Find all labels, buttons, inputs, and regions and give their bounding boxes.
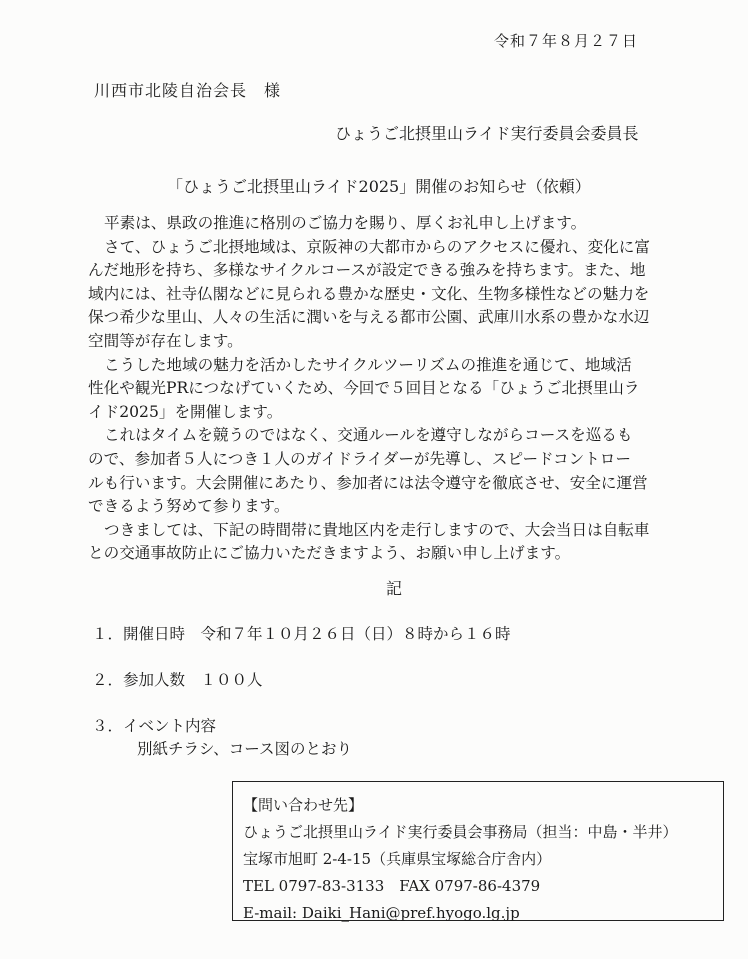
body-line: これはタイムを競うのではなく、交通ルールを遵守しながらコースを巡るも: [104, 426, 633, 445]
addressee: 川西市北陵自治会長 様: [94, 81, 282, 100]
body-line: 平素は、県政の推進に格別のご協力を賜り、厚くお礼申し上げます。: [104, 214, 587, 232]
contact-heading: 【問い合わせ先】: [243, 796, 364, 814]
sender: ひょうご北摂里山ライド実行委員会委員長: [335, 124, 639, 143]
body-line: イド2025」を開催します。: [88, 402, 283, 421]
contact-email: E-mail: Daiki_Hani@pref.hyogo.lg.jp: [243, 904, 520, 922]
body-line: つきましては、下記の時間帯に貴地区内を走行しますので、大会当日は自転車: [104, 520, 650, 539]
contact-phone-fax: TEL 0797-83-3133 FAX 0797-86-4379: [243, 877, 541, 895]
letter-body: [88, 212, 668, 566]
item-participants: ２．参加人数 １００人: [92, 671, 263, 689]
body-line: ので、参加者５人につき１人のガイドライダーが先導し、スピードコントロー: [88, 449, 631, 468]
body-line: んだ地形を持ち、多様なサイクルコースが設定できる強みを持ちます。また、地: [88, 261, 646, 280]
ki-heading: 記: [386, 579, 403, 598]
body-line: との交通事故防止にご協力いただきますよう、お願い申し上げます。: [88, 544, 571, 563]
contact-box: [232, 781, 724, 921]
body-line: できるよう努めて参ります。: [88, 497, 290, 516]
body-line: 空間等が存在します。: [88, 331, 243, 350]
body-line: 性化や観光PRにつなげていくため、今回で５回目となる「ひょうご北摂里山ラ: [88, 379, 640, 398]
body-line: こうした地域の魅力を活かしたサイクルツーリズムの推進を通じて、地域活: [104, 355, 632, 374]
body-line: 保つ希少な里山、人々の生活に潤いを与える都市公園、武庫川水系の豊かな水辺: [88, 308, 650, 327]
letter-date: 令和７年８月２７日: [494, 32, 639, 50]
letter-title: 「ひょうご北摂里山ライド2025」開催のお知らせ（依頼）: [167, 177, 591, 196]
body-line: ルも行います。大会開催にあたり、参加者には法令遵守を徹底させ、安全に運営: [88, 473, 648, 492]
body-line: さて、ひょうご北摂地域は、京阪神の大都市からのアクセスに優れ、変化に富: [104, 237, 650, 256]
item-event-content: ３．イベント内容: [92, 717, 217, 735]
contact-office: ひょうご北摂里山ライド実行委員会事務局（担当：中島・半井）: [243, 823, 678, 841]
item-event-date: １．開催日時 令和７年１０月２６日（日）８時から１６時: [92, 625, 511, 643]
item-event-content-detail: 別紙チラシ、コース図のとおり: [137, 740, 352, 758]
body-line: 域内には、社寺仏閣などに見られる豊かな歴史・文化、生物多様性などの魅力を: [88, 284, 650, 303]
contact-address: 宝塚市旭町 2-4-15（兵庫県宝塚総合庁舎内）: [243, 850, 552, 868]
